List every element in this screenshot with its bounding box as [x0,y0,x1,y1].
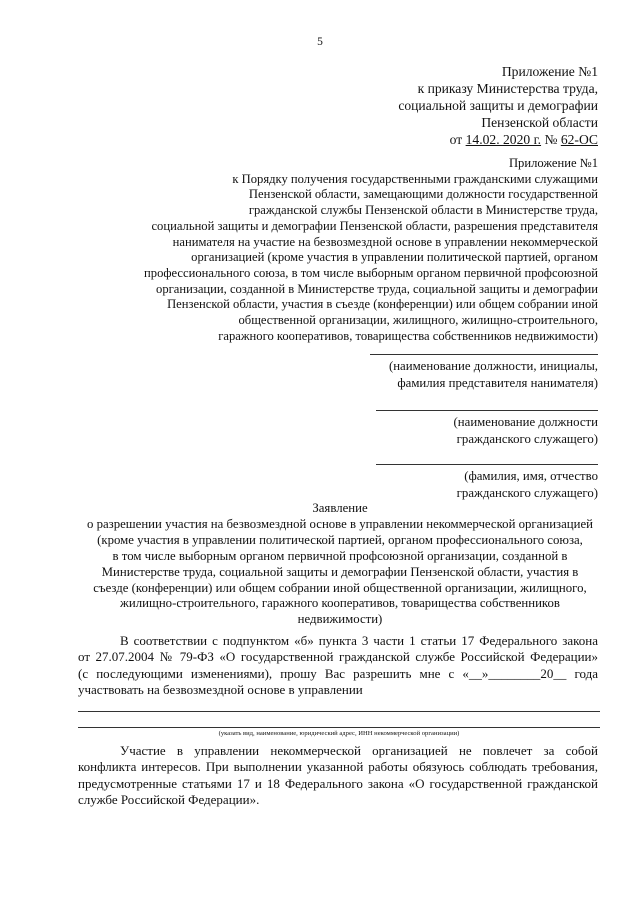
fill-in-line[interactable] [370,354,598,355]
field-caption: (наименование должности [453,415,598,429]
poryadok-line: Пензенской области, участия в съезде (конференции) или общем собрании иной [167,297,598,312]
fill-in-line[interactable] [376,464,598,465]
poryadok-line: нанимателя на участие на безвозмездной основе в управлении некоммерческой [172,234,598,249]
field-caption: гражданского служащего) [456,485,598,500]
statement-subtitle-line: о разрешении участия на безвозмездной основе в управлении некоммерческой организацией [86,516,593,531]
prikaz-date-line [398,131,598,148]
poryadok-appendix-header [144,156,598,344]
prikaz-line: Пензенской области [481,115,598,130]
statement-subtitle-line: Министерстве труда, социальной защиты и демографии Пензенской области, участия в [101,564,579,579]
paragraph-line: Участие в управлении некоммерческой организацией не повлечет за собой [120,743,598,758]
poryadok-line: к Порядку получения государственными гражданскими служащими [232,171,598,186]
prikaz-line: к приказу Министерства труда, [417,81,598,96]
conflict-paragraph [78,743,598,808]
statement-subtitle-line: в том числе выборным органом первичной профсоюзной организации, созданной в [112,548,568,563]
statement-subtitle-line: съезде (конференции) или общем собрании иной общественной организации, жилищного, [93,580,587,595]
poryadok-line: профессионального союза, в том числе выборным органом первичной профсоюзной [144,265,598,280]
paragraph-line: участвовать на безвозмездной основе в управлении [78,681,363,697]
employer-representative-field [370,354,598,391]
poryadok-line: гражданской службы Пензенской области в Министерстве труда, [248,203,598,218]
employee-name-field [376,464,598,501]
poryadok-line: Пензенской области, замещающими должности государственной [248,187,598,202]
poryadok-line: социальной защиты и демографии Пензенской области, разрешения представителя [151,218,598,233]
prikaz-line: социальной защиты и демографии [398,98,598,113]
prikaz-appendix-header [398,63,598,148]
employee-position-field [376,410,598,447]
number-prefix: № [541,132,561,147]
date-prefix: от [449,132,466,147]
paragraph-line: от 27.07.2004 № 79-ФЗ «О государственной гражданской службе Российской Федерации» [78,649,598,665]
prikaz-line: Приложение №1 [501,64,598,79]
field-caption: фамилия представителя нанимателя) [397,375,598,390]
paragraph-line: конфликта интересов. При выполнении указанной работы обязуюсь соблюдать требования, [78,759,598,775]
statement-title-block [76,501,604,628]
paragraph-line: В соответствии с подпунктом «б» пункта 3 части 1 статьи 17 Федерального закона [120,633,598,648]
poryadok-line: общественной организации, жилищного, жилищно-строительного, [238,313,598,328]
field-caption: (фамилия, имя, отчество [464,469,598,483]
statement-subtitle-line: недвижимости) [297,612,383,627]
organization-caption: (указать вид, наименование, юридический адрес, ИНН некоммерческой организации) [218,730,460,737]
prikaz-date: 14.02. 2020 г. [465,132,542,147]
request-paragraph [78,633,598,698]
paragraph-line: предусмотренные статьями 17 и 18 Федерального закона «О государственной гражданской [78,775,598,791]
statement-subtitle-line: (кроме участия в управлении политической партией, органом профессионального союза, [97,532,583,547]
page-number: 5 [317,36,323,48]
prikaz-number: 62-ОС [560,132,598,147]
statement-subtitle-line: жилищно-строительного, гаражного кооперативов, товарищества собственников [120,596,560,611]
organization-fill-line[interactable] [78,727,600,728]
poryadok-line: организации, созданной в Министерстве труда, социальной защиты и демографии [156,281,598,296]
organization-fill-line[interactable] [78,711,600,712]
statement-title: Заявление [312,501,368,515]
poryadok-line: Приложение №1 [508,156,598,170]
fill-in-line[interactable] [376,410,598,411]
poryadok-line: гаражного кооперативов, товарищества собственников недвижимости) [218,328,598,343]
field-caption: (наименование должности, инициалы, [388,359,598,373]
field-caption: гражданского служащего) [456,431,598,446]
poryadok-line: организацией (кроме участия в управлении политической партией, органом [191,250,598,265]
paragraph-line: (с последующими изменениями), прошу Вас разрешить мне с «__»________20__ года [78,665,598,681]
paragraph-line: службе Российской Федерации». [78,791,260,807]
